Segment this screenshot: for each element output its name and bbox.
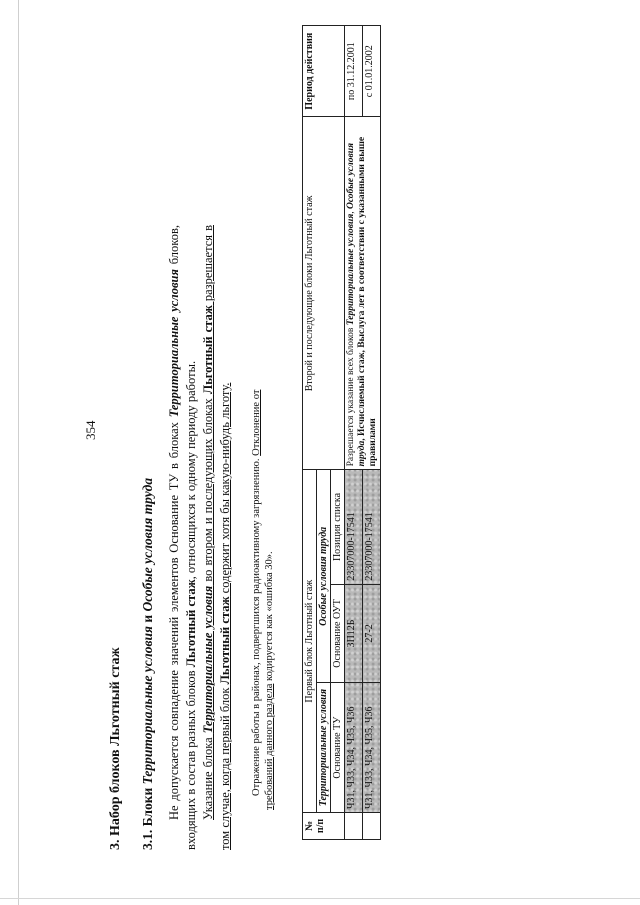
col-header-special: Особые условия труда [317,470,331,683]
cell-osn-out: 27-2 [363,584,381,683]
scan-edge [0,898,640,899]
paragraph-line-2: Указание блока Территориальные условия во втором и последующих блоках Льготный стаж разрешается в том случае, когда первый блок Льготный стаж содержит хотя бы какую-нибудь льготу. [201,225,232,850]
col-header-first-block: Первый блок Льготный стаж [303,470,317,813]
cell-osn-tu: Ч31, Ч33, Ч34, Ч35, Ч36 [345,683,363,813]
scan-edge [18,0,19,905]
col-header-num: № п/п [303,813,345,840]
cell-period: по 31.12.2001 [345,26,363,117]
col-header-territorial: Территориальные условия [317,683,331,813]
cell-second-block-rules: Разрешается указание всех блоков Территориальные условия, Особые условия труда, Исчисляемый стаж, Выслуга лет в соответствии с указанными выше правилами [345,117,381,470]
cell-position: 23307000-17541 [345,470,363,584]
col-header-second-block: Второй и последующие блоки Льготный стаж [303,117,345,470]
col-header-period: Период действия [303,26,345,117]
col-header-position: Позиция списка [331,470,345,584]
col-header-osn-tu: Основание ТУ [331,683,345,813]
col-header-osn-out: Основание ОУТ [331,584,345,683]
row-num [345,813,363,840]
section-heading: 3. Набор блоков Льготный стаж [108,647,123,850]
cell-osn-tu: Ч31, Ч33, Ч34, Ч35, Ч36 [363,683,381,813]
paragraph-line-1: Не допускается совпадение значений элементов Основание ТУ в блоках Территориальные условия блоков, входящих в состав разных блоков Льготный стаж, относящихся к одному периоду работы. [167,225,198,850]
table-row [345,26,363,840]
cell-position: 23307000-17541 [363,470,381,584]
rotated-page [60,10,620,870]
benefit-table [302,25,381,840]
cell-osn-out: ЗП12Б [345,584,363,683]
subsection-heading: 3.1. Блоки Территориальные условия и Особые условия труда [140,477,155,850]
rules-paragraph [166,225,234,850]
cell-period: с 01.01.2002 [363,26,381,117]
page-number: 354 [83,420,98,440]
radiation-note: Отражение работы в районах, подвергшихся радиоактивному загрязнению. Отклонение от требований данного раздела кодируется как «ошибка 30». [251,389,275,810]
row-num [363,813,381,840]
